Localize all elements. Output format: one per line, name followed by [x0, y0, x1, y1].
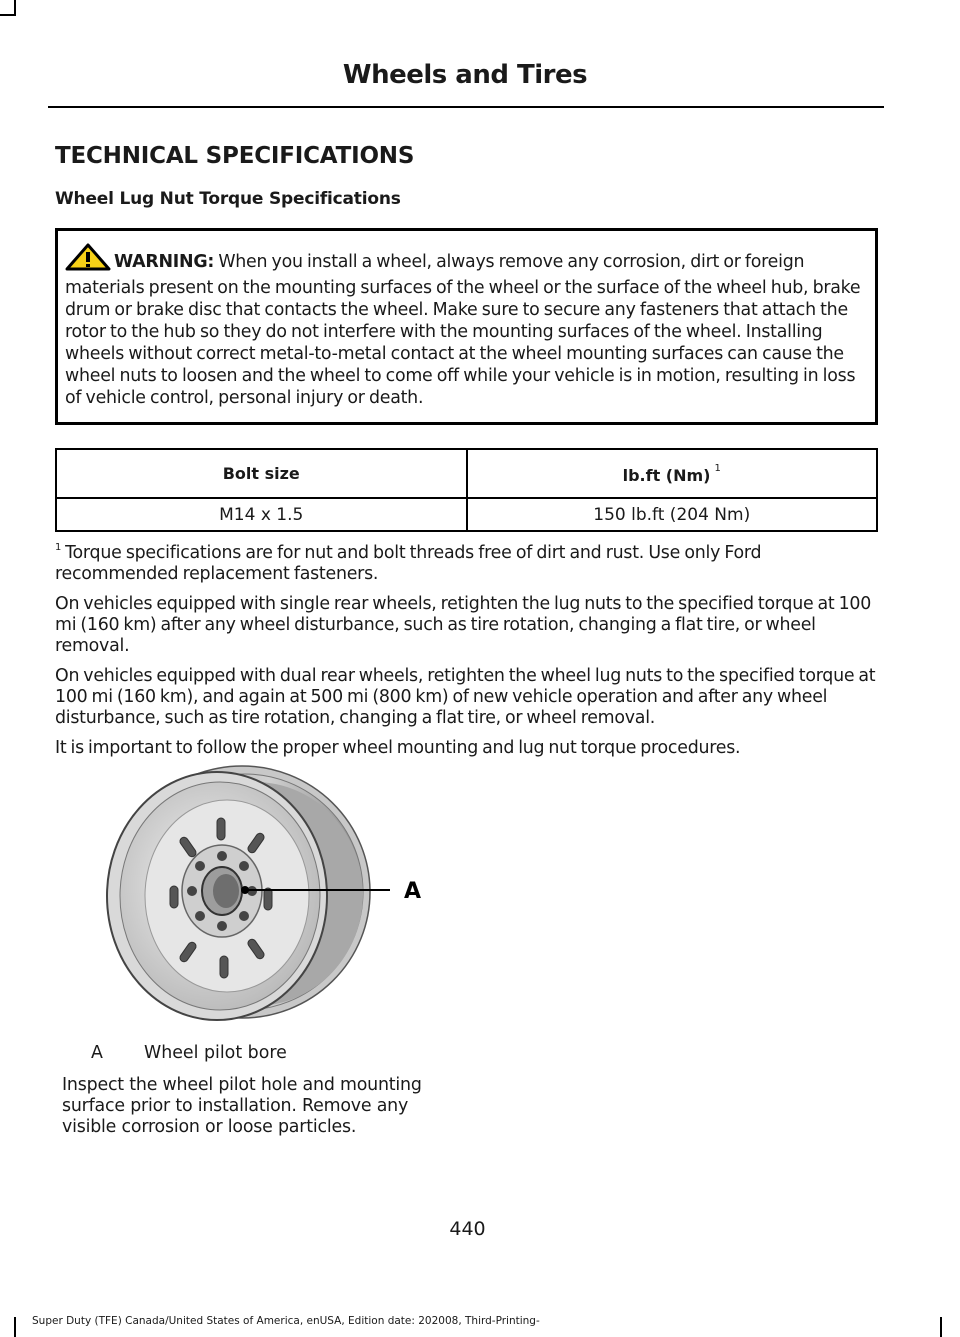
- section-title: TECHNICAL SPECIFICATIONS: [55, 143, 415, 169]
- section-subtitle: Wheel Lug Nut Torque Specifications: [55, 189, 401, 209]
- footnote: [55, 537, 878, 585]
- cell-bolt-size: M14 x 1.5: [56, 498, 467, 531]
- warning-triangle-icon: [65, 243, 111, 277]
- warning-box: [55, 228, 878, 425]
- paragraph-important: It is important to follow the proper wheel mounting and lug nut torque procedures.: [55, 738, 741, 758]
- paragraph-dual-rear: On vehicles equipped with dual rear wheels, retighten the wheel lug nuts to the specified torque at 100 mi (160 km), and again at 500 mi (800 km) of new vehicle operation and after any wheel disturbance, such as tire rotation, changing a flat tire, or wheel removal.: [55, 666, 876, 728]
- footnote-marker: 1: [55, 542, 62, 553]
- main-content: [55, 143, 878, 759]
- crop-mark: [14, 1317, 16, 1337]
- callout-description: Wheel pilot bore: [144, 1043, 287, 1063]
- wheel-illustration: [92, 756, 442, 1036]
- crop-mark: [940, 1317, 942, 1337]
- header-torque: [467, 449, 878, 498]
- callout-letter: A: [404, 879, 422, 904]
- page-header-title: Wheels and Tires: [342, 60, 588, 90]
- paragraph-single-rear: On vehicles equipped with single rear wheels, retighten the lug nuts to the specified torque at 100 mi (160 km) after any wheel disturbance, such as tire rotation, changing a flat tire, or wheel removal.: [55, 594, 872, 656]
- document-footer: Super Duty (TFE) Canada/United States of America, enUSA, Edition date: 202008, Third-Printing-: [32, 1315, 540, 1327]
- callout-key: A: [91, 1043, 103, 1063]
- cell-torque: 150 lb.ft (204 Nm): [467, 498, 878, 531]
- crop-mark: [0, 14, 16, 16]
- warning-label: WARNING:: [114, 252, 215, 272]
- header-bolt-size: [56, 449, 467, 498]
- table-header-row: [56, 449, 877, 498]
- footnote-text: Torque specifications are for nut and bolt threads free of dirt and rust. Use only Ford recommended replacement fasteners.: [55, 543, 762, 584]
- header-torque-label: lb.ft (Nm): [622, 465, 711, 485]
- warning-text: When you install a wheel, always remove any corrosion, dirt or foreign materials present on the mounting surfaces of the wheel or the surface of the wheel hub, brake drum or brake disc that contacts the wheel. Make sure to secure any fasteners that attach the rotor to the hub so they do not interfere with the mounting surfaces of the wheel. Installing wheels without correct metal-to-metal contact at the wheel mounting surfaces can cause the wheel nuts to loosen and the wheel to come off while your vehicle is in motion, resulting in loss of vehicle control, personal injury or death.: [65, 252, 861, 408]
- table-row: [56, 498, 877, 531]
- torque-table: [55, 448, 878, 532]
- footnote-ref: 1: [714, 462, 721, 474]
- inspect-instructions: Inspect the wheel pilot hole and mounting surface prior to installation. Remove any visible corrosion or loose particles.: [62, 1075, 422, 1137]
- header-rule: [48, 106, 884, 108]
- header-bolt-size-label: Bolt size: [222, 464, 300, 483]
- page-number: 440: [449, 1218, 486, 1240]
